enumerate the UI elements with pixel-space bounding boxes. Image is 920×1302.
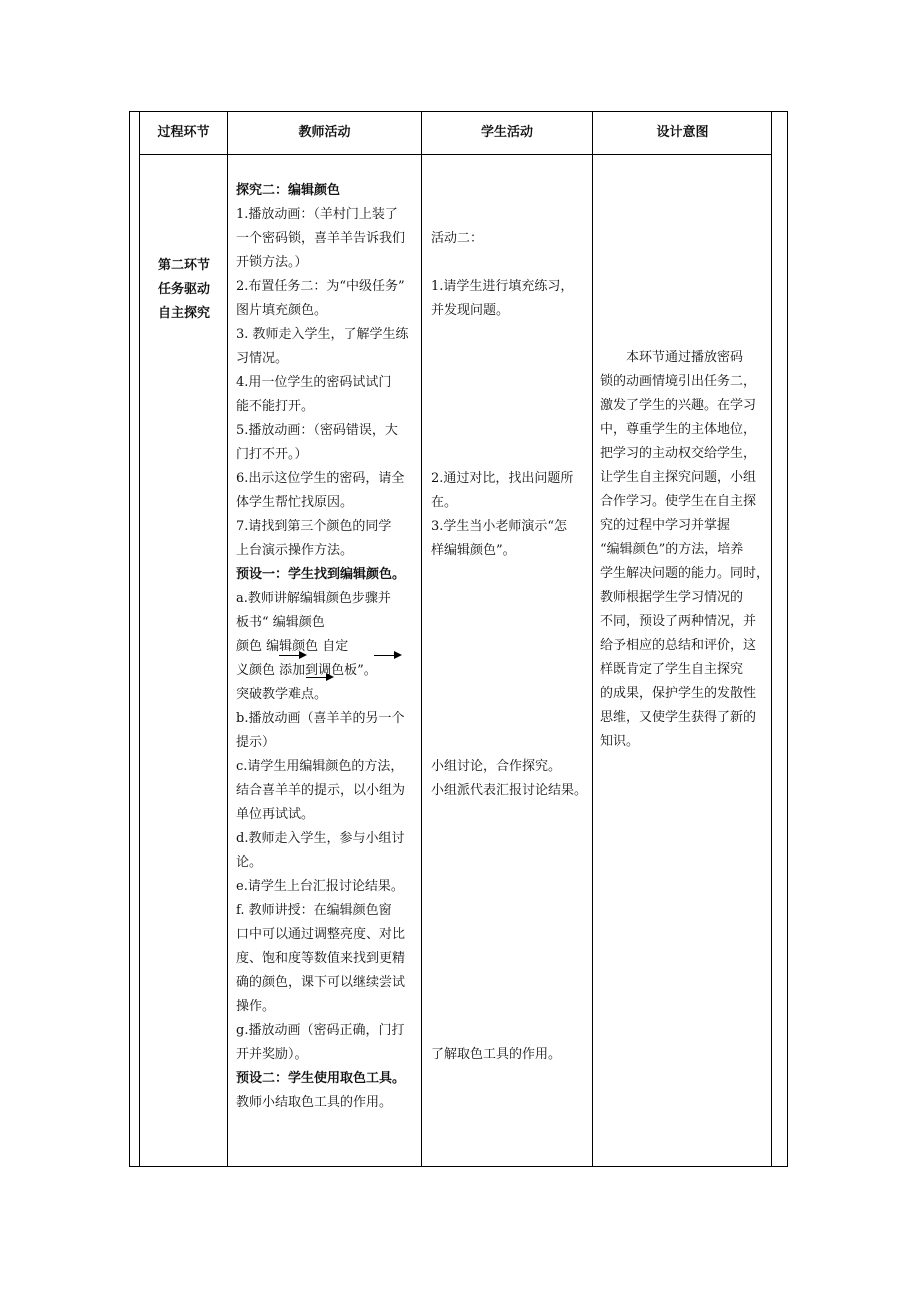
teacher-line: 操作。 [236, 999, 276, 1014]
intent-line: 样既肯定了学生自主探究 [600, 662, 744, 677]
student-line: 并发现问题。 [431, 303, 510, 318]
intent-line: 给予相应的总结和评价，这 [600, 638, 757, 653]
teacher-line: 门打不开。） [236, 447, 308, 462]
teacher-line: f. 教师讲授：在编辑颜色窗 [236, 903, 392, 918]
intent-line: 思维，又使学生获得了新的 [600, 710, 757, 725]
teacher-line: 提示） [236, 735, 276, 750]
intent-line: 锁的动画情境引出任务二， [600, 374, 757, 389]
header-student: 学生活动 [480, 125, 533, 140]
student-line: 了解取色工具的作用。 [431, 1047, 562, 1062]
table-top-rule [139, 111, 772, 112]
student-line: 1.请学生进行填充练习， [431, 279, 574, 294]
intent-line: “编辑颜色”的方法，培养 [600, 542, 744, 557]
teacher-line: 5.播放动画：（密码错误，大 [236, 423, 398, 438]
teacher-line: a.教师讲解编辑颜色步骤并 [236, 591, 391, 606]
intent-line: 的成果，保护学生的发散性 [600, 686, 757, 701]
teacher-line: 体学生帮忙找原因。 [236, 495, 354, 510]
teacher-line: c.请学生用编辑颜色的方法， [236, 759, 404, 774]
teacher-line: 开并奖励）。 [236, 1047, 308, 1062]
header-separator [139, 154, 772, 155]
teacher-line: 1.播放动画：（羊村门上装了 [236, 207, 398, 222]
intent-line: 究的过程中学习并掌握 [600, 518, 731, 533]
column-divider [592, 111, 593, 1167]
teacher-line: 确的颜色，课下可以继续尝试 [236, 975, 406, 990]
arrow-icon [306, 677, 332, 678]
teacher-line: d.教师走入学生，参与小组讨 [236, 831, 405, 846]
teacher-line: 6.出示这位学生的密码，请全 [236, 471, 405, 486]
design-intent-cell [600, 346, 770, 754]
teacher-line: 能不能打开。 [236, 399, 315, 414]
teacher-line: 颜色 编辑颜色 自定 [236, 639, 349, 654]
teacher-line: 单位再试试。 [236, 807, 315, 822]
teacher-line: 教师小结取色工具的作用。 [236, 1095, 393, 1110]
header-stage: 过程环节 [157, 125, 210, 140]
teacher-line: 3. 教师走入学生，了解学生练 [236, 327, 409, 342]
intent-line: 不同，预设了两种情况，并 [600, 614, 757, 629]
column-divider [421, 111, 422, 1167]
teacher-line: 预设二：学生使用取色工具。 [236, 1071, 406, 1086]
intent-line: 合作学习。使学生在自主探 [600, 494, 757, 509]
stage-line: 任务驱动 [157, 282, 210, 297]
teacher-line: 结合喜羊羊的提示，以小组为 [236, 783, 406, 798]
student-line: 活动二： [431, 231, 484, 246]
student-line: 样编辑颜色”。 [431, 543, 516, 558]
teacher-line: 义颜色 添加到调色板”。 [236, 663, 377, 678]
intent-line: 中，尊重学生的主体地位， [600, 422, 757, 437]
header-intent: 设计意图 [656, 125, 709, 140]
teacher-line: 口中可以通过调整亮度、对比 [236, 927, 406, 942]
arrow-icon [279, 655, 305, 656]
intent-line: 学生解决问题的能力。同时， [600, 566, 770, 581]
student-line: 在。 [431, 495, 458, 510]
teacher-line: 开锁方法。） [236, 255, 308, 270]
intent-line: 本环节通过播放密码 [600, 350, 744, 365]
teacher-line: 探究二：编辑颜色 [236, 183, 341, 198]
teacher-line: 论。 [236, 855, 263, 870]
student-line: 小组派代表汇报讨论结果。 [431, 783, 588, 798]
teacher-line: 2.布置任务二：为“中级任务” [236, 279, 405, 294]
teacher-line: 板书“ 编辑颜色 [236, 615, 325, 630]
intent-line: 知识。 [600, 734, 640, 749]
intent-line: 教师根据学生学习情况的 [600, 590, 744, 605]
stage-cell [148, 254, 220, 326]
column-divider [227, 111, 228, 1167]
teacher-activity-cell [236, 179, 418, 1115]
teacher-line: b.播放动画（喜羊羊的另一个 [236, 711, 405, 726]
teacher-line: 7.请找到第三个颜色的同学 [236, 519, 392, 534]
student-line: 小组讨论，合作探究。 [431, 759, 562, 774]
intent-line: 让学生自主探究问题，小组 [600, 470, 757, 485]
teacher-line: 度、饱和度等数值来找到更精 [236, 951, 406, 966]
intent-line: 把学习的主动权交给学生， [600, 446, 757, 461]
stage-line: 第二环节 [157, 258, 210, 273]
header-teacher: 教师活动 [298, 125, 351, 140]
teacher-line: 一个密码锁，喜羊羊告诉我们 [236, 231, 406, 246]
student-line: 2.通过对比，找出问题所 [431, 471, 574, 486]
teacher-line: 4.用一位学生的密码试试门 [236, 375, 392, 390]
teacher-line: 图片填充颜色。 [236, 303, 328, 318]
teacher-line: 上台演示操作方法。 [236, 543, 354, 558]
intent-line: 激发了学生的兴趣。在学习 [600, 398, 757, 413]
student-line: 3.学生当小老师演示“怎 [431, 519, 568, 534]
arrow-icon [374, 655, 400, 656]
table-bottom-rule [139, 1166, 772, 1167]
teacher-line: 习情况。 [236, 351, 289, 366]
stage-line: 自主探究 [157, 306, 210, 321]
teacher-line: 预设一：学生找到编辑颜色。 [236, 567, 406, 582]
teacher-line: 突破教学难点。 [236, 687, 328, 702]
teacher-line: g.播放动画（密码正确，门打 [236, 1023, 405, 1038]
teacher-line: e.请学生上台汇报讨论结果。 [236, 879, 404, 894]
